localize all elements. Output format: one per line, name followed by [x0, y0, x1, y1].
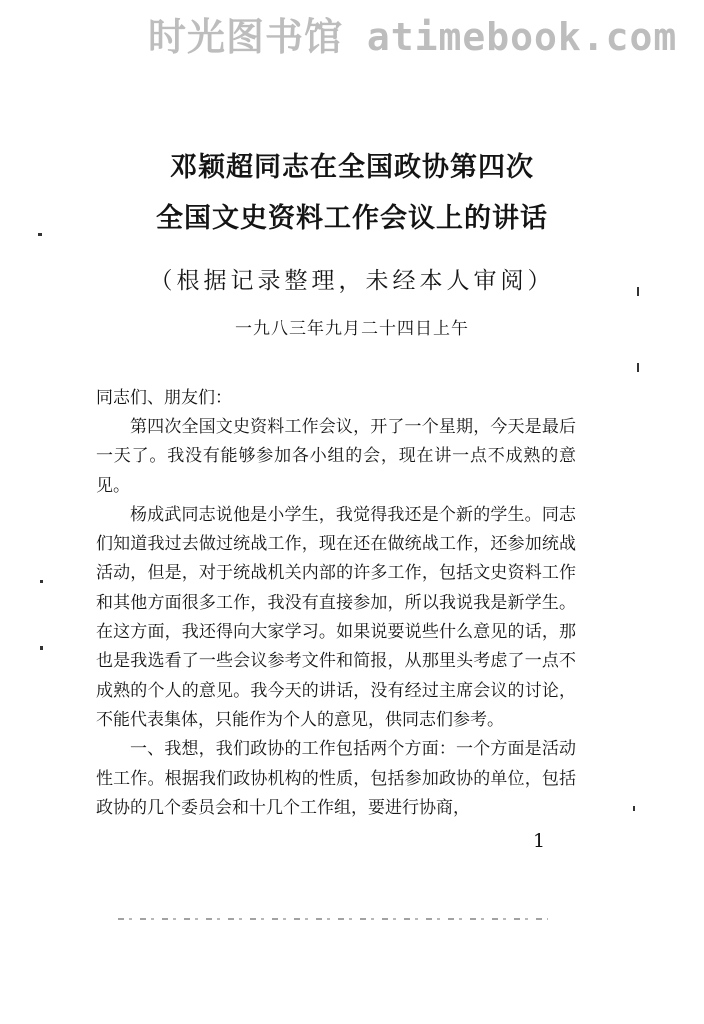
speech-date: 一九八三年九月二十四日上午	[235, 319, 469, 339]
scan-speck	[637, 363, 639, 372]
scan-speck	[40, 646, 43, 650]
page-number: 1	[533, 830, 546, 852]
scan-line-artifact	[118, 918, 548, 920]
scan-speck	[40, 580, 43, 583]
greeting: 同志们、朋友们：	[96, 388, 232, 408]
title-line-2: 全国文史资料工作会议上的讲话	[156, 203, 548, 234]
paragraph: 第四次全国文史资料工作会议，开了一个星期，今天是最后一天了。我没有能够参加各小组的会，现在讲一点不成熟的意见。	[96, 417, 576, 496]
scan-speck	[38, 233, 42, 236]
watermark: 时光图书馆 atimebook.com	[148, 15, 678, 59]
paragraph: 一、我想，我们政协的工作包括两个方面：一个方面是活动性工作。根据我们政协机构的性质，包括参加政协的单位，包括政协的几个委员会和十几个工作组，要进行协商，	[96, 739, 576, 818]
body-paragraphs	[96, 413, 576, 823]
scan-speck	[637, 287, 639, 296]
scan-speck	[633, 806, 635, 811]
subtitle: （根据记录整理，未经本人审阅）	[149, 268, 555, 294]
paragraph: 杨成武同志说他是小学生，我觉得我还是个新的学生。同志们知道我过去做过统战工作，现在还在做统战工作，还参加统战活动，但是，对于统战机关内部的许多工作，包括文史资料工作和其他方面很多工作，我没有直接参加，所以我说我是新学生。在这方面，我还得向大家学习。如果说要说些什么意见的话，那也是我选看了一些会议参考文件和简报，从那里头考虑了一点不成熟的个人的意见。我今天的讲话，没有经过主席会议的讨论，不能代表集体，只能作为个人的意见，供同志们参考。	[96, 504, 576, 730]
title-line-1: 邓颖超同志在全国政协第四次	[170, 152, 534, 183]
